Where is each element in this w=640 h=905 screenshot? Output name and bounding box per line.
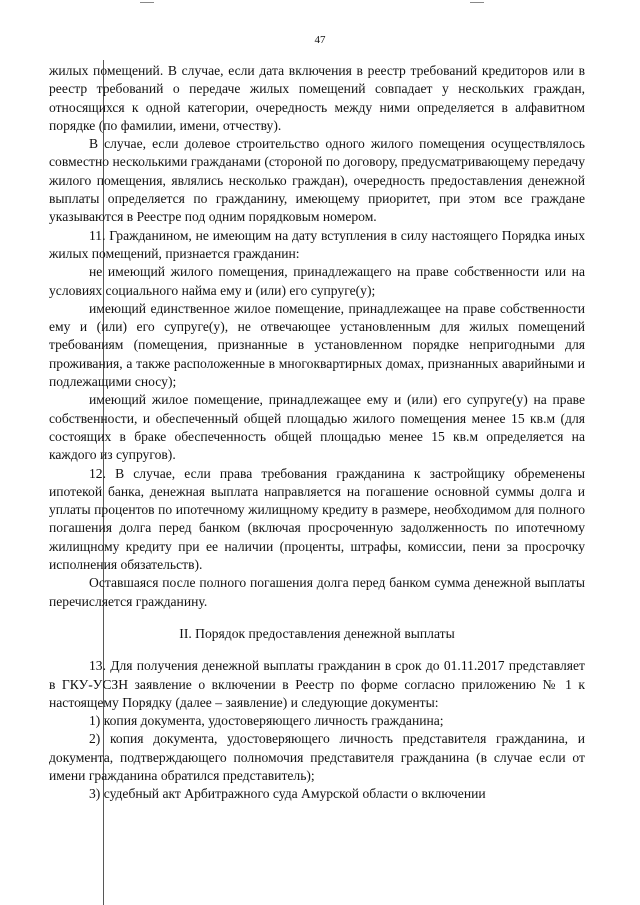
- paragraph: жилых помещений. В случае, если дата включения в реестр требований кредиторов или в реестр требований о передаче жилых помещений совпадает у нескольких граждан, относящихся к одной категории, очередность между ними определяется в алфавитном порядке (по фамилии, имени, отчеству).: [49, 63, 585, 133]
- paragraph: не имеющий жилого помещения, принадлежащего на праве собственности или на условиях социального найма ему и (или) его супруге(у);: [49, 264, 585, 298]
- paragraph: В случае, если долевое строительство одного жилого помещения осуществлялось совместно несколькими гражданами (стороной по договору, предусматривающему передачу жилого помещения, являлись несколько граждан), очередность предоставления денежной выплаты определяется по гражданину, имеющему приоритет, при этом все граждане указываются в Реестре под одним порядковым номером.: [49, 136, 585, 225]
- paragraph: 3) судебный акт Арбитражного суда Амурской области о включении: [89, 786, 486, 802]
- spacer: [49, 611, 585, 625]
- document-body: [49, 62, 585, 804]
- paragraph: 11. Гражданином, не имеющим на дату вступления в силу настоящего Порядка иных жилых помещений, признается гражданин:: [49, 227, 585, 261]
- paragraph: 2) копия документа, удостоверяющего личность представителя гражданина, и документа, подтверждающего полномочия представителя гражданина (в случае если от имени гражданина обратился представитель);: [49, 731, 585, 783]
- scan-edge-mark: [470, 2, 484, 3]
- paragraph: Оставшаяся после полного погашения долга перед банком сумма денежной выплаты перечисляется гражданину.: [49, 575, 585, 609]
- paragraph: имеющий жилое помещение, принадлежащее ему и (или) его супругe(у) на праве собственности, и обеспеченный общей площадью жилого помещения менее 15 кв.м (для состоящих в браке обеспеченность общей площадью менее 15 кв.м определяется на каждого из супругов).: [49, 392, 585, 463]
- section-heading: II. Порядок предоставления денежной выплаты: [179, 625, 455, 641]
- paragraph: имеющий единственное жилое помещение, принадлежащее на праве собственности ему и (или) его супруге(у), не отвечающее установленным для жилых помещений требованиям (помещения, признанные в установленном порядке непригодными для проживания, а также расположенные в многоквартирных домах, признанных аварийными и подлежащими сносу);: [49, 300, 585, 390]
- scan-edge-mark: [140, 2, 154, 3]
- spacer: [49, 643, 585, 657]
- page-number: 47: [314, 34, 326, 46]
- paragraph: 12. В случае, если права требования гражданина к застройщику обременены ипотекой банка, денежная выплата направляется на погашение основной суммы долга и уплаты процентов по ипотечному жилищному кредиту в размере, необходимом для полного погашения долга перед банком (включая просроченную задолженность по ипотечному жилищному кредиту при ее наличии (проценты, штрафы, комиссии, пени за просрочку исполнения обязательств).: [49, 465, 585, 573]
- paragraph: 13. Для получения денежной выплаты гражданин в срок до 01.11.2017 представляет в ГКУ-УСЗН заявление о включении в Реестр по форме согласно приложению № 1 к настоящему Порядку (далее – заявление) и следующие документы:: [49, 658, 585, 710]
- paragraph: 1) копия документа, удостоверяющего личность гражданина;: [89, 713, 444, 729]
